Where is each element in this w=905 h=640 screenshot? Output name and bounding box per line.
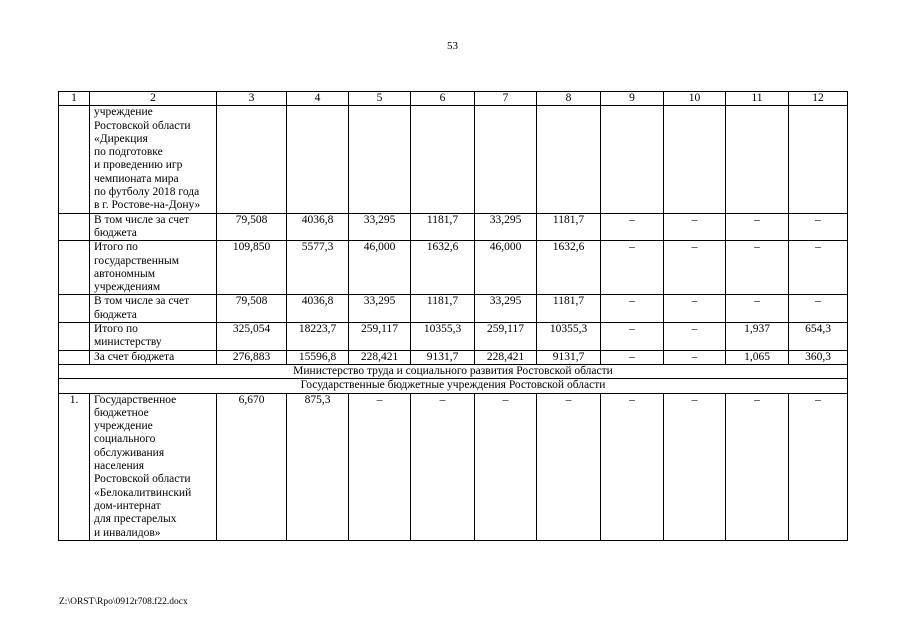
column-header: 5 bbox=[349, 92, 411, 106]
table-cell: – bbox=[349, 393, 411, 540]
table-cell: 654,3 bbox=[789, 323, 848, 351]
table-cell: – bbox=[726, 213, 789, 241]
table-cell: 1181,7 bbox=[411, 213, 475, 241]
table-cell: 228,421 bbox=[475, 350, 537, 364]
table-row bbox=[59, 295, 848, 323]
table-cell: 15596,8 bbox=[287, 350, 349, 364]
column-header: 1 bbox=[59, 92, 90, 106]
table-cell bbox=[349, 106, 411, 213]
table-cell: – bbox=[664, 323, 726, 351]
table-cell: 325,054 bbox=[217, 323, 287, 351]
table-cell bbox=[287, 106, 349, 213]
table-row bbox=[59, 323, 848, 351]
table-cell: 4036,8 bbox=[287, 295, 349, 323]
row-name: Итого по министерству bbox=[90, 323, 217, 351]
table-cell: – bbox=[475, 393, 537, 540]
table-cell: 109,850 bbox=[217, 241, 287, 295]
table-cell: 79,508 bbox=[217, 213, 287, 241]
row-name: В том числе за счет бюджета bbox=[90, 295, 217, 323]
table-cell: 9131,7 bbox=[537, 350, 601, 364]
table-cell: 18223,7 bbox=[287, 323, 349, 351]
table-row bbox=[59, 350, 848, 364]
column-header: 2 bbox=[90, 92, 217, 106]
column-header: 11 bbox=[726, 92, 789, 106]
table-cell: 228,421 bbox=[349, 350, 411, 364]
table-row bbox=[59, 241, 848, 295]
table-cell: – bbox=[664, 350, 726, 364]
table-cell: – bbox=[601, 241, 664, 295]
table-row bbox=[59, 106, 848, 213]
table-cell: – bbox=[664, 295, 726, 323]
table-cell bbox=[217, 106, 287, 213]
table-row bbox=[59, 393, 848, 540]
table-cell: – bbox=[789, 295, 848, 323]
column-header: 7 bbox=[475, 92, 537, 106]
section-title: Министерство труда и социального развития Ростовской области bbox=[59, 364, 848, 378]
table-cell bbox=[537, 106, 601, 213]
table-cell: 875,3 bbox=[287, 393, 349, 540]
section-title: Государственные бюджетные учреждения Ростовской области bbox=[59, 379, 848, 393]
table-cell: 9131,7 bbox=[411, 350, 475, 364]
page-number: 53 bbox=[447, 40, 458, 52]
table-cell: – bbox=[411, 393, 475, 540]
table-cell: 5577,3 bbox=[287, 241, 349, 295]
table-cell: 79,508 bbox=[217, 295, 287, 323]
table-cell: 276,883 bbox=[217, 350, 287, 364]
table-cell: 1,065 bbox=[726, 350, 789, 364]
column-header: 6 bbox=[411, 92, 475, 106]
table-cell: 1632,6 bbox=[411, 241, 475, 295]
table-cell: – bbox=[664, 393, 726, 540]
table-cell: 1632,6 bbox=[537, 241, 601, 295]
row-index bbox=[59, 213, 90, 241]
row-name: За счет бюджета bbox=[90, 350, 217, 364]
row-index bbox=[59, 323, 90, 351]
table-cell bbox=[411, 106, 475, 213]
column-header: 9 bbox=[601, 92, 664, 106]
table-cell: – bbox=[601, 350, 664, 364]
column-header: 8 bbox=[537, 92, 601, 106]
file-path-footer: Z:\ORST\Rpo\0912r708.f22.docx bbox=[59, 597, 188, 607]
table-cell: 1181,7 bbox=[411, 295, 475, 323]
table-cell: 10355,3 bbox=[537, 323, 601, 351]
table-cell: 1,937 bbox=[726, 323, 789, 351]
section-header-row bbox=[59, 364, 848, 378]
table-cell: – bbox=[601, 213, 664, 241]
table-cell: – bbox=[664, 241, 726, 295]
row-name: учреждение Ростовской области «Дирекция по подготовке и проведению игр чемпионата мира по футболу 2018 года в г. Ростове-на-Дону» bbox=[90, 106, 217, 213]
table-cell: 6,670 bbox=[217, 393, 287, 540]
table-cell: – bbox=[726, 295, 789, 323]
table-cell: – bbox=[726, 241, 789, 295]
table-cell: – bbox=[726, 393, 789, 540]
table-cell: 259,117 bbox=[349, 323, 411, 351]
table-cell: 1181,7 bbox=[537, 213, 601, 241]
row-index bbox=[59, 295, 90, 323]
table-cell: 10355,3 bbox=[411, 323, 475, 351]
table-cell bbox=[664, 106, 726, 213]
column-header: 4 bbox=[287, 92, 349, 106]
table-cell: – bbox=[664, 213, 726, 241]
table-cell: – bbox=[601, 323, 664, 351]
table-cell: – bbox=[789, 393, 848, 540]
table-cell: – bbox=[537, 393, 601, 540]
table-cell: – bbox=[601, 393, 664, 540]
table-cell bbox=[475, 106, 537, 213]
row-name: Государственное бюджетное учреждение социального обслуживания населения Ростовской области «Белокалитвинский дом-интернат для престарелых и инвалидов» bbox=[90, 393, 217, 540]
table-cell: 33,295 bbox=[475, 295, 537, 323]
table-cell bbox=[726, 106, 789, 213]
table-cell: 33,295 bbox=[475, 213, 537, 241]
row-name: Итого по государственным автономным учреждениям bbox=[90, 241, 217, 295]
table-cell: – bbox=[789, 241, 848, 295]
table-cell: – bbox=[789, 213, 848, 241]
row-index: 1. bbox=[59, 393, 90, 540]
table-cell: 46,000 bbox=[349, 241, 411, 295]
table-cell: 33,295 bbox=[349, 213, 411, 241]
table-cell: 1181,7 bbox=[537, 295, 601, 323]
table-row bbox=[59, 213, 848, 241]
table-cell: 4036,8 bbox=[287, 213, 349, 241]
row-index bbox=[59, 350, 90, 364]
section-header-row bbox=[59, 379, 848, 393]
table-cell: 259,117 bbox=[475, 323, 537, 351]
row-index bbox=[59, 241, 90, 295]
column-number-row bbox=[59, 92, 848, 106]
table-cell: 33,295 bbox=[349, 295, 411, 323]
table-cell bbox=[601, 106, 664, 213]
row-index bbox=[59, 106, 90, 213]
table-cell: 46,000 bbox=[475, 241, 537, 295]
column-header: 12 bbox=[789, 92, 848, 106]
table-cell: – bbox=[601, 295, 664, 323]
column-header: 3 bbox=[217, 92, 287, 106]
row-name: В том числе за счет бюджета bbox=[90, 213, 217, 241]
table-cell bbox=[789, 106, 848, 213]
column-header: 10 bbox=[664, 92, 726, 106]
table-cell: 360,3 bbox=[789, 350, 848, 364]
budget-table bbox=[58, 91, 848, 541]
